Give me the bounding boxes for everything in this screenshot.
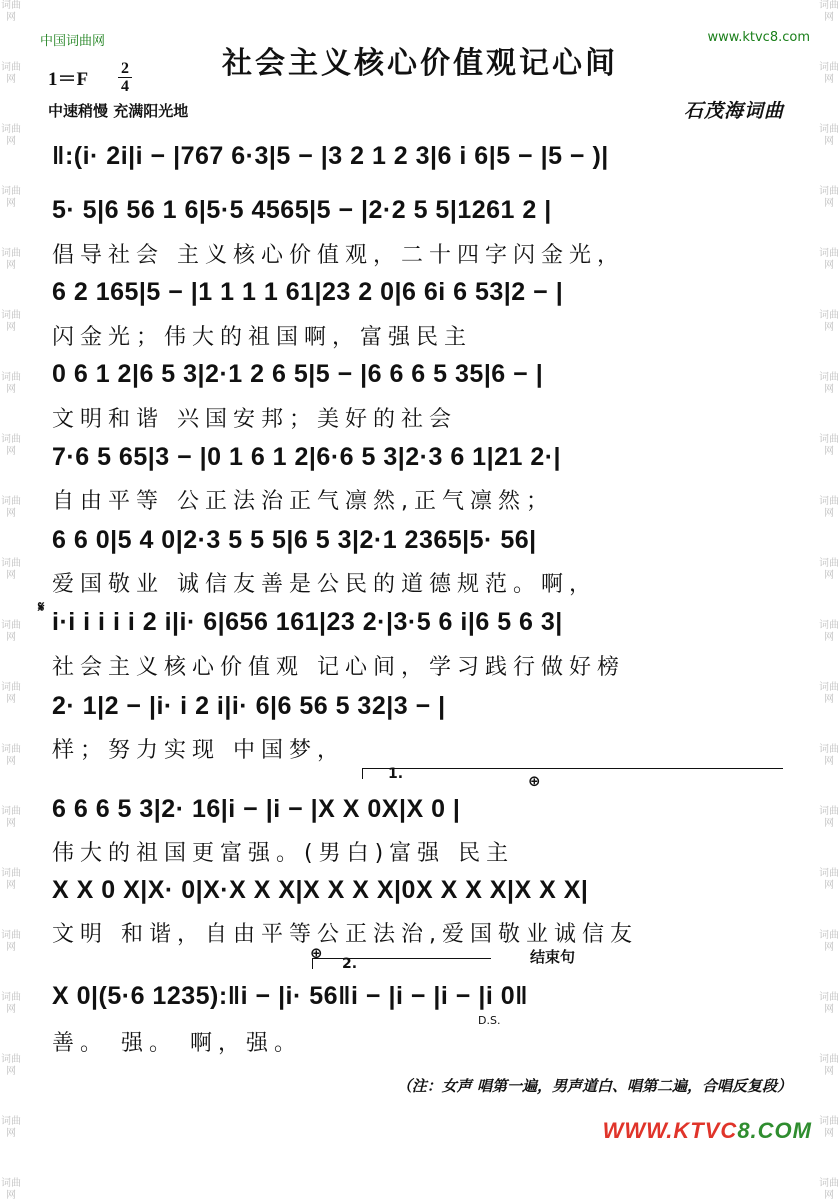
lyrics-line-3: 闪金光；伟大的祖国啊，富强民主 <box>52 325 473 350</box>
segno-icon: 𝄋 <box>38 598 45 616</box>
footer-logo-part-b: 8.COM <box>737 1118 812 1143</box>
time-bottom: 4 <box>121 78 129 95</box>
volta-1-label: 1. <box>388 766 404 782</box>
end-phrase-label: 结束句 <box>530 948 576 966</box>
key-signature: 1＝F <box>48 69 89 90</box>
footer-logo-part-a: WWW.KTVC <box>602 1118 738 1143</box>
lyrics-line-9: 伟大的祖国更富强。(男白)富强 民主 <box>52 841 515 866</box>
notes-line-5: 7·6 5 65|3 − |0 1 6 1 2|6·6 5 3|2·3 6 1|21 2·| <box>52 443 562 471</box>
volta-2-label: 2. <box>342 956 358 972</box>
time-top: 2 <box>121 60 129 77</box>
footer-logo <box>603 1118 812 1144</box>
notes-line-3: 6 2 165|5 − |1 1 1 1 61|23 2 0|6 6i 6 53|2 − | <box>52 278 564 306</box>
notes-line-2: 5· 5|6 56 1 6|5·5 4565|5 − |2·2 5 5|1261 2 | <box>52 196 552 224</box>
site-link-left[interactable]: 中国词曲网 <box>40 34 106 49</box>
notes-line-6: 6 6 0|5 4 0|2·3 5 5 5|6 5 3|2·1 2365|5· 56| <box>52 526 537 554</box>
notes-line-7: i·i i i i i 2 i|i· 6|656 161|23 2·|3·5 6 i|6 5 6 3| <box>52 608 563 636</box>
watermark-left: 词曲网 词曲网 词曲网 词曲网 词曲网 词曲网 词曲网 词曲网 词曲网 词曲网 词曲网 词曲网 词曲网 词曲网 词曲网 词曲网 词曲网 词曲网 词曲网 词曲网 <box>1 0 21 1201</box>
lyrics-line-11: 善。 强。 啊，强。 <box>52 1031 302 1056</box>
notes-line-9: 6 6 6 5 3|2· 16|i − |i − |X X 0X|X 0 | <box>52 795 461 823</box>
coda-icon: ⊕ <box>528 772 541 790</box>
notes-line-11: X 0|(5·6 1235):‖i − |i· 56‖i − |i − |i − |i 0‖ <box>52 982 529 1010</box>
lyrics-line-8: 样；努力实现 中国梦， <box>52 738 345 763</box>
lyrics-line-6: 爱国敬业 诚信友善是公民的道德规范。啊， <box>52 572 597 597</box>
tempo-marking: 中速稍慢 充满阳光地 <box>48 102 189 120</box>
time-signature <box>118 60 132 95</box>
notes-line-4: 0 6 1 2|6 5 3|2·1 2 6 5|5 − |6 6 6 5 35|6 − | <box>52 360 544 388</box>
lyrics-line-2: 倡导社会 主义核心价值观，二十四字闪金光， <box>52 243 625 268</box>
notes-line-8: 2· 1|2 − |i· i 2 i|i· 6|6 56 5 32|3 − | <box>52 692 446 720</box>
lyrics-line-4: 文明和谐 兴国安邦；美好的社会 <box>52 407 457 432</box>
coda-icon-2: ⊕ <box>310 944 323 962</box>
notes-line-10: X X 0 X|X· 0|X·X X X|X X X X|0X X X X|X X X| <box>52 876 589 904</box>
song-title: 社会主义核心价值观记心间 <box>222 46 618 81</box>
lyrics-line-7: 社会主义核心价值观 记心间，学习践行做好榜 <box>52 655 625 680</box>
watermark-right: 词曲网 词曲网 词曲网 词曲网 词曲网 词曲网 词曲网 词曲网 词曲网 词曲网 词曲网 词曲网 词曲网 词曲网 词曲网 词曲网 词曲网 词曲网 词曲网 词曲网 <box>819 0 839 1201</box>
lyrics-line-5: 自由平等 公正法治正气凛然,正气凛然； <box>52 489 554 514</box>
ds-marking: D.S. <box>478 1014 501 1027</box>
notes-line-1: ‖:(i· 2i|i − |767 6·3|5 − |3 2 1 2 3|6 i 6|5 − |5 − )| <box>52 142 609 170</box>
lyrics-line-10: 文明 和谐，自由平等公正法治,爱国敬业诚信友 <box>52 922 638 947</box>
performance-note: （注：女声 唱第一遍，男声道白、唱第二遍，合唱反复段） <box>396 1077 792 1095</box>
site-link-right[interactable]: www.ktvc8.com <box>707 30 810 45</box>
author-credit: 石茂海词曲 <box>683 100 784 122</box>
